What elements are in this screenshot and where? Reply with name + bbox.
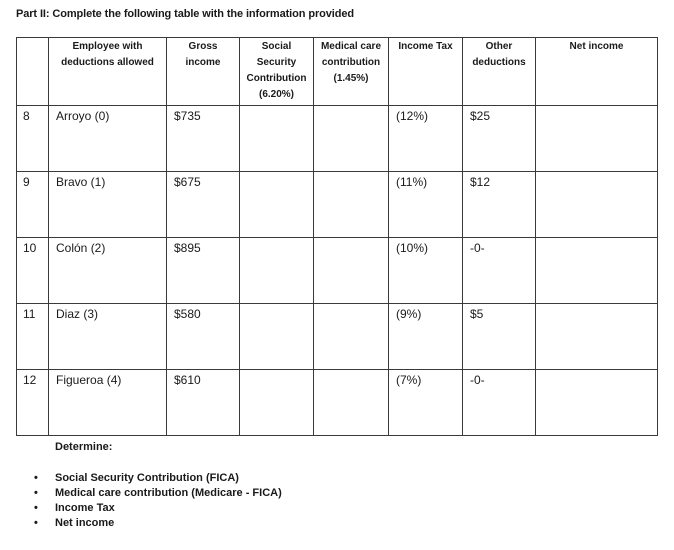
net-income-cell[interactable] [536, 106, 658, 172]
column-header-number [17, 38, 49, 106]
column-header-social-security-label: Social Security Contribution (6.20%) [246, 41, 307, 100]
gross-income-cell: $610 [167, 370, 240, 436]
list-item-label: Net income [55, 517, 115, 529]
gross-income-cell: $580 [167, 304, 240, 370]
column-header-employee-label: Employee with deductions allowed [61, 41, 154, 68]
row-number: 11 [17, 304, 49, 370]
other-deductions-cell: -0- [463, 238, 536, 304]
row-number: 12 [17, 370, 49, 436]
employee-cell: Bravo (1) [49, 172, 167, 238]
column-header-gross-income [167, 38, 240, 106]
social-security-cell[interactable] [240, 172, 314, 238]
table-row [17, 106, 658, 172]
column-header-net-income-label: Net income [569, 41, 624, 52]
gross-income-cell: $735 [167, 106, 240, 172]
list-item [34, 486, 282, 501]
social-security-cell[interactable] [240, 370, 314, 436]
other-deductions-cell: $12 [463, 172, 536, 238]
medical-care-cell[interactable] [314, 370, 389, 436]
income-tax-cell: (7%) [389, 370, 463, 436]
list-item [34, 516, 282, 531]
income-tax-cell: (11%) [389, 172, 463, 238]
medical-care-cell[interactable] [314, 172, 389, 238]
row-number: 9 [17, 172, 49, 238]
list-item-label: Income Tax [55, 502, 115, 514]
net-income-cell[interactable] [536, 238, 658, 304]
row-number: 10 [17, 238, 49, 304]
list-item [34, 501, 282, 516]
table-row [17, 370, 658, 436]
gross-income-cell: $675 [167, 172, 240, 238]
medical-care-cell[interactable] [314, 106, 389, 172]
gross-income-cell: $895 [167, 238, 240, 304]
table-row [17, 238, 658, 304]
net-income-cell[interactable] [536, 304, 658, 370]
table-row [17, 304, 658, 370]
column-header-other-deductions-label: Other deductions [472, 41, 526, 68]
column-header-employee [49, 38, 167, 106]
other-deductions-cell: $25 [463, 106, 536, 172]
determine-list [34, 471, 282, 531]
column-header-income-tax [389, 38, 463, 106]
list-item-label: Medical care contribution (Medicare - FICA) [55, 487, 282, 499]
section-heading: Part II: Complete the following table with the information provided [16, 8, 354, 20]
column-header-net-income [536, 38, 658, 106]
payroll-table [16, 37, 658, 436]
net-income-cell[interactable] [536, 172, 658, 238]
bullet-icon: • [34, 502, 38, 514]
other-deductions-cell: -0- [463, 370, 536, 436]
medical-care-cell[interactable] [314, 238, 389, 304]
social-security-cell[interactable] [240, 304, 314, 370]
social-security-cell[interactable] [240, 238, 314, 304]
income-tax-cell: (10%) [389, 238, 463, 304]
column-header-gross-income-label: Gross income [185, 41, 221, 68]
bullet-icon: • [34, 517, 38, 529]
employee-cell: Arroyo (0) [49, 106, 167, 172]
list-item-label: Social Security Contribution (FICA) [55, 472, 239, 484]
other-deductions-cell: $5 [463, 304, 536, 370]
table-row [17, 172, 658, 238]
column-header-medical-care [314, 38, 389, 106]
employee-cell: Colón (2) [49, 238, 167, 304]
income-tax-cell: (12%) [389, 106, 463, 172]
list-item [34, 471, 282, 486]
column-header-medical-care-label: Medical care contribution (1.45%) [320, 41, 382, 84]
row-number: 8 [17, 106, 49, 172]
net-income-cell[interactable] [536, 370, 658, 436]
determine-title: Determine: [55, 441, 113, 453]
bullet-icon: • [34, 487, 38, 499]
social-security-cell[interactable] [240, 106, 314, 172]
employee-cell: Figueroa (4) [49, 370, 167, 436]
bullet-icon: • [34, 472, 38, 484]
income-tax-cell: (9%) [389, 304, 463, 370]
table-header-row [17, 38, 658, 106]
column-header-other-deductions [463, 38, 536, 106]
column-header-income-tax-label: Income Tax [398, 41, 453, 52]
column-header-social-security [240, 38, 314, 106]
employee-cell: Diaz (3) [49, 304, 167, 370]
medical-care-cell[interactable] [314, 304, 389, 370]
